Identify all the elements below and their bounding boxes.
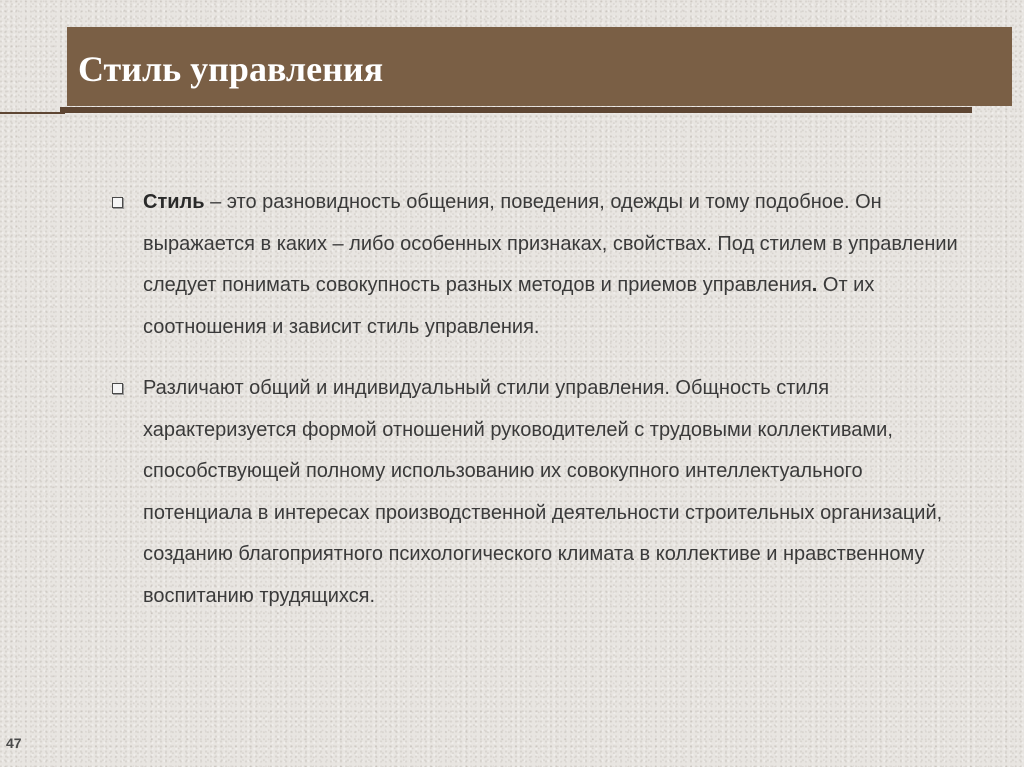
slide-title: Стиль управления [78,49,384,89]
square-bullet-icon [112,383,123,394]
title-underline [60,107,972,113]
square-bullet-icon [112,197,123,208]
bullet-text: Различают общий и индивидуальный стили управления. Общность стиля характеризуется формой отношений руководителей с трудовыми коллективами, способствующей полному использованию их совокупного интеллектуального потенциала в интересах производственной деятельности строительных организаций, созданию благоприятного психологического климата в коллективе и нравственному воспитанию трудящихся. [143,377,943,607]
bullet-item-style-types [112,368,972,617]
page-number: 47 [6,735,22,751]
bullet-text-part: От их соотношения и зависит стиль управления. [143,274,875,338]
title-left-rule [0,112,65,114]
bullet-text [143,182,963,348]
bullet-lead-term: Стиль [143,191,205,213]
slide-content [112,182,972,637]
bullet-item-style-definition [112,182,972,348]
bullet-text-part: – это разновидность общения, поведения, одежды и тому подобное. Он выражается в каких – либо особенных признаках, свойствах. Под стилем в управлении следует понимать совокупность разных методов и приемов управления [143,191,958,296]
bullet-bold-dot: . [811,274,818,296]
